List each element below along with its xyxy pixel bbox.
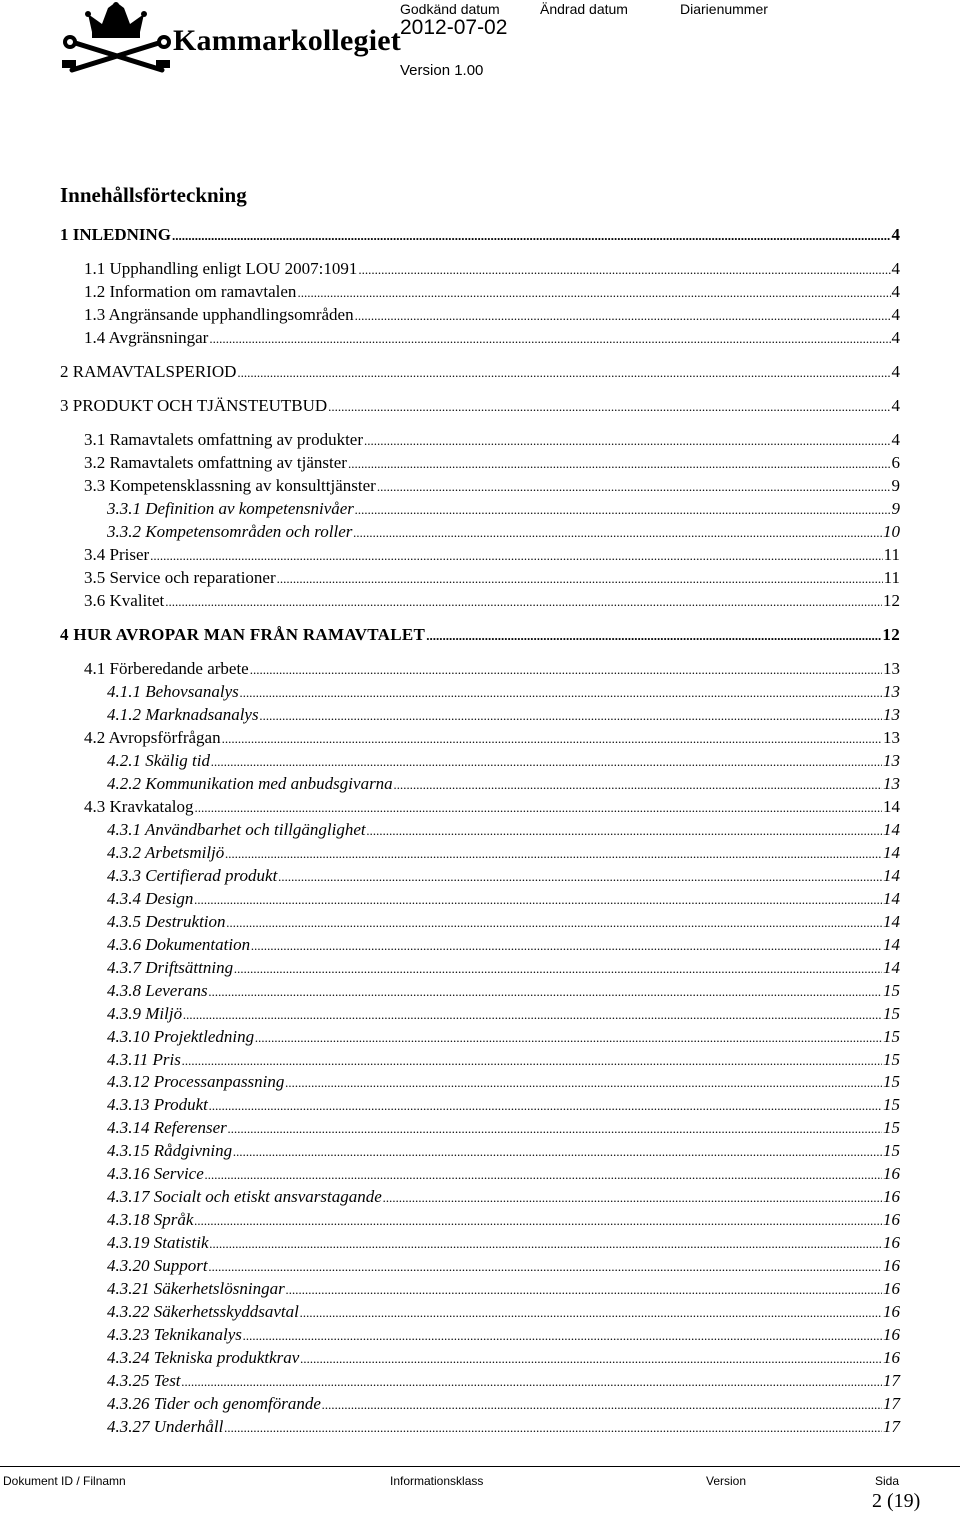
toc-entry[interactable] bbox=[84, 590, 900, 612]
toc-leader-dots bbox=[250, 659, 882, 681]
toc-entry[interactable] bbox=[107, 498, 900, 520]
toc-entry-page: 14 bbox=[883, 842, 900, 862]
toc-entry-page: 13 bbox=[883, 705, 900, 724]
toc-entry[interactable] bbox=[84, 429, 900, 451]
toc-entry-page: 14 bbox=[883, 820, 900, 839]
toc-entry[interactable] bbox=[107, 1117, 900, 1139]
toc-entry-label: 4.3.1 Användbarhet och tillgänglighet bbox=[107, 820, 366, 839]
toc-entry-page: 9 bbox=[891, 476, 900, 495]
toc-entry-page: 12 bbox=[883, 591, 900, 610]
toc-entry-page: 4 bbox=[891, 225, 900, 244]
toc-entry-label: 4.3.25 Test bbox=[107, 1370, 181, 1390]
toc-leader-dots bbox=[211, 751, 882, 773]
toc-entry-label: 1.2 Information om ramavtalen bbox=[84, 282, 297, 301]
toc-leader-dots bbox=[240, 682, 882, 704]
toc-entry-label: 3.3.2 Kompetensområden och roller bbox=[107, 522, 353, 541]
toc-entry-page: 14 bbox=[883, 957, 900, 977]
toc-leader-dots bbox=[182, 1050, 882, 1072]
toc-leader-dots bbox=[355, 305, 891, 327]
toc-entry-label: 4.3 Kravkatalog bbox=[84, 797, 194, 816]
toc-entry[interactable] bbox=[107, 1209, 900, 1231]
toc-entry-page: 15 bbox=[883, 1072, 900, 1092]
toc-entry-label: 4.3.18 Språk bbox=[107, 1210, 194, 1230]
toc-entry[interactable] bbox=[107, 1003, 900, 1025]
toc-leader-dots bbox=[228, 1118, 882, 1140]
toc-entry[interactable] bbox=[107, 704, 900, 726]
toc-entry-label: 4.3.24 Tekniska produktkrav bbox=[107, 1347, 300, 1367]
toc-leader-dots bbox=[377, 476, 891, 498]
toc-entry[interactable] bbox=[84, 567, 900, 589]
kammarkollegiet-logo bbox=[62, 2, 401, 76]
toc-entry-page: 4 bbox=[891, 430, 900, 449]
toc-leader-dots bbox=[426, 625, 881, 647]
toc-entry[interactable] bbox=[60, 395, 900, 417]
toc-entry[interactable] bbox=[107, 1393, 900, 1415]
toc-leader-dots bbox=[353, 522, 882, 544]
toc-entry-label: 4.3.13 Produkt bbox=[107, 1095, 208, 1115]
toc-entry[interactable] bbox=[107, 1324, 900, 1346]
toc-leader-dots bbox=[224, 1417, 882, 1439]
toc-entry-page: 15 bbox=[883, 980, 900, 1000]
toc-leader-dots bbox=[195, 797, 882, 819]
toc-entry-label: 4.3.15 Rådgivning bbox=[107, 1141, 233, 1161]
toc-entry[interactable] bbox=[107, 1026, 900, 1048]
toc-entry-page: 4 bbox=[891, 396, 900, 415]
toc-entry-page: 17 bbox=[883, 1393, 900, 1413]
toc-entry[interactable] bbox=[84, 658, 900, 680]
toc-entry[interactable] bbox=[84, 544, 900, 566]
toc-entry[interactable] bbox=[107, 842, 900, 864]
toc-entry-page: 4 bbox=[891, 328, 900, 347]
toc-entry[interactable] bbox=[107, 1416, 900, 1438]
page-number: 2 (19) bbox=[872, 1490, 921, 1512]
toc-entry-label: 4.3.9 Miljö bbox=[107, 1003, 183, 1023]
toc-leader-dots bbox=[355, 499, 891, 521]
toc-entry-label: 4.3.12 Processanpassning bbox=[107, 1072, 285, 1092]
toc-entry[interactable] bbox=[107, 1255, 900, 1277]
toc-entry-label: 4.2.1 Skälig tid bbox=[107, 751, 210, 770]
toc-entry-label: 4.3.3 Certifierad produkt bbox=[107, 865, 278, 885]
toc-entry-page: 4 bbox=[891, 305, 900, 324]
toc-entry-label: 4.3.14 Referenser bbox=[107, 1118, 227, 1138]
toc-leader-dots bbox=[209, 1095, 882, 1117]
toc-entry-label: 4.1.2 Marknadsanalys bbox=[107, 705, 259, 724]
toc-entry-label: 4.3.26 Tider och genomförande bbox=[107, 1393, 321, 1413]
toc-entry-page: 14 bbox=[883, 888, 900, 908]
toc-leader-dots bbox=[255, 1027, 882, 1049]
toc-entry-label: 4.3.11 Pris bbox=[107, 1049, 181, 1069]
toc-leader-dots bbox=[297, 282, 890, 304]
org-name: Kammarkollegiet bbox=[173, 24, 401, 57]
toc-leader-dots bbox=[165, 591, 882, 613]
toc-entry-label: 3.1 Ramavtalets omfattning av produkter bbox=[84, 430, 364, 449]
toc-entry-label: 4.3.19 Statistik bbox=[107, 1233, 209, 1253]
toc-leader-dots bbox=[233, 1141, 882, 1163]
toc-entry-label: 2 RAMAVTALSPERIOD bbox=[60, 362, 237, 381]
footer-info-class: Informationsklass bbox=[390, 1474, 484, 1488]
footer-version: Version bbox=[706, 1474, 747, 1488]
toc-entry-page: 15 bbox=[883, 1141, 900, 1161]
toc-entry[interactable] bbox=[107, 957, 900, 979]
toc-leader-dots bbox=[277, 568, 883, 590]
toc-entry-page: 13 bbox=[883, 751, 900, 770]
toc-leader-dots bbox=[358, 259, 890, 281]
toc-entry-label: 1.4 Avgränsningar bbox=[84, 328, 209, 347]
toc-entry-page: 13 bbox=[883, 659, 900, 678]
toc-leader-dots bbox=[209, 328, 890, 350]
toc-entry[interactable] bbox=[107, 980, 900, 1002]
toc-entry-label: 1.3 Angränsande upphandlingsområden bbox=[84, 305, 354, 324]
toc-title: Innehållsförteckning bbox=[60, 183, 247, 207]
toc-entry-label: 3 PRODUKT OCH TJÄNSTEUTBUD bbox=[60, 396, 328, 415]
toc-entry[interactable] bbox=[84, 727, 900, 749]
toc-entry-page: 4 bbox=[891, 362, 900, 381]
toc-entry-page: 14 bbox=[883, 797, 900, 816]
toc-entry[interactable] bbox=[84, 327, 900, 349]
toc-entry[interactable] bbox=[107, 773, 900, 795]
toc-entry-page: 16 bbox=[883, 1164, 900, 1184]
toc-entry-page: 4 bbox=[891, 259, 900, 278]
toc-leader-dots bbox=[210, 1233, 882, 1255]
footer-page-label: Sida bbox=[875, 1474, 900, 1488]
toc-entry-label: 4.3.22 Säkerhetsskyddsavtal bbox=[107, 1301, 299, 1321]
toc-leader-dots bbox=[194, 1210, 882, 1232]
toc-entry-page: 11 bbox=[883, 568, 900, 587]
footer-doc-id: Dokument ID / Filnamn bbox=[3, 1474, 126, 1488]
toc-entry-page: 9 bbox=[891, 499, 900, 518]
toc-entry-label: 3.3.1 Definition av kompetensnivåer bbox=[107, 499, 354, 518]
toc-leader-dots bbox=[364, 430, 890, 452]
toc-entry[interactable] bbox=[84, 796, 900, 818]
toc-entry-page: 4 bbox=[891, 282, 900, 301]
toc-leader-dots bbox=[300, 1302, 882, 1324]
toc-entry-label: 3.6 Kvalitet bbox=[84, 591, 165, 610]
toc-entry-label: 4.3.27 Underhåll bbox=[107, 1416, 224, 1436]
toc-entry[interactable] bbox=[107, 888, 900, 910]
toc-entry-label: 4.1.1 Behovsanalys bbox=[107, 682, 239, 701]
toc-entry-page: 17 bbox=[883, 1370, 900, 1390]
toc-leader-dots bbox=[278, 866, 882, 888]
toc-entry-page: 10 bbox=[883, 522, 900, 541]
toc-entry[interactable] bbox=[84, 281, 900, 303]
toc-entry-page: 14 bbox=[883, 865, 900, 885]
toc-entry-page: 12 bbox=[882, 625, 900, 644]
changed-date-label: Ändrad datum bbox=[540, 1, 628, 17]
crown-keys-emblem-icon bbox=[62, 2, 172, 76]
toc-entry-label: 4.3.17 Socialt och etiskt ansvarstagande bbox=[107, 1187, 382, 1207]
toc-entry-page: 14 bbox=[883, 911, 900, 931]
toc-entry-label: 4.2 Avropsförfrågan bbox=[84, 728, 221, 747]
toc-entry-page: 16 bbox=[883, 1347, 900, 1367]
toc-entry-page: 13 bbox=[883, 728, 900, 747]
toc-entry-page: 16 bbox=[883, 1301, 900, 1321]
toc-entry-label: 4 HUR AVROPAR MAN FRÅN RAMAVTALET bbox=[60, 625, 426, 644]
toc-entry-label: 1.1 Upphandling enligt LOU 2007:1091 bbox=[84, 259, 358, 278]
toc-entry-label: 4.3.6 Dokumentation bbox=[107, 934, 251, 954]
toc-entry-label: 4.1 Förberedande arbete bbox=[84, 659, 249, 678]
toc-entry-label: 4.3.23 Teknikanalys bbox=[107, 1324, 242, 1344]
toc-entry[interactable] bbox=[60, 224, 900, 246]
toc-entry-page: 16 bbox=[883, 1210, 900, 1230]
toc-entry-label: 1 INLEDNING bbox=[60, 225, 171, 244]
toc-entry-page: 15 bbox=[883, 1049, 900, 1069]
toc-entry-label: 3.4 Priser bbox=[84, 545, 150, 564]
toc-entry-label: 4.3.21 Säkerhetslösningar bbox=[107, 1279, 285, 1298]
toc-entry[interactable] bbox=[107, 681, 900, 703]
toc-leader-dots bbox=[227, 912, 882, 934]
toc-leader-dots bbox=[172, 225, 891, 247]
toc-entry[interactable] bbox=[107, 1094, 900, 1116]
toc-entry[interactable] bbox=[107, 1278, 900, 1300]
approved-date-value: 2012-07-02 bbox=[400, 16, 508, 39]
toc-entry[interactable] bbox=[107, 1140, 900, 1162]
toc-entry[interactable] bbox=[107, 1163, 900, 1185]
toc-leader-dots bbox=[383, 1187, 882, 1209]
toc-entry[interactable] bbox=[60, 361, 900, 383]
toc-entry-label: 4.3.7 Driftsättning bbox=[107, 957, 234, 977]
toc-entry-page: 16 bbox=[883, 1279, 900, 1298]
toc-leader-dots bbox=[260, 705, 882, 727]
toc-entry[interactable] bbox=[107, 1186, 900, 1208]
toc-entry-label: 3.3 Kompetensklassning av konsulttjänster bbox=[84, 476, 376, 495]
toc-entry-label: 4.3.16 Service bbox=[107, 1164, 204, 1184]
toc-entry[interactable] bbox=[84, 452, 900, 474]
toc-entry[interactable] bbox=[84, 258, 900, 280]
toc-entry-page: 13 bbox=[883, 682, 900, 701]
toc-leader-dots bbox=[194, 889, 882, 911]
toc-leader-dots bbox=[209, 981, 882, 1003]
toc-entry-page: 17 bbox=[883, 1416, 900, 1436]
toc-entry-page: 16 bbox=[883, 1187, 900, 1207]
toc-leader-dots bbox=[394, 774, 882, 796]
toc-leader-dots bbox=[225, 843, 882, 865]
toc-leader-dots bbox=[328, 396, 890, 418]
toc-leader-dots bbox=[251, 935, 882, 957]
toc-entry[interactable] bbox=[107, 1370, 900, 1392]
toc-leader-dots bbox=[183, 1004, 882, 1026]
toc-entry[interactable] bbox=[107, 521, 900, 543]
toc-leader-dots bbox=[205, 1164, 882, 1186]
toc-entry[interactable] bbox=[84, 475, 900, 497]
toc-leader-dots bbox=[237, 362, 890, 384]
toc-entry-page: 11 bbox=[883, 545, 900, 564]
toc-entry[interactable] bbox=[107, 934, 900, 956]
toc-entry-page: 15 bbox=[883, 1026, 900, 1046]
toc-leader-dots bbox=[285, 1072, 882, 1094]
toc-leader-dots bbox=[234, 958, 882, 980]
toc-entry[interactable] bbox=[60, 624, 900, 646]
toc-entry-label: 4.3.5 Destruktion bbox=[107, 911, 226, 931]
toc-entry-page: 14 bbox=[883, 934, 900, 954]
toc-leader-dots bbox=[367, 820, 882, 842]
toc-entry[interactable] bbox=[107, 1232, 900, 1254]
toc-leader-dots bbox=[222, 728, 882, 750]
toc-entry-page: 15 bbox=[883, 1118, 900, 1138]
toc-entry[interactable] bbox=[84, 304, 900, 326]
toc-entry-page: 6 bbox=[891, 453, 900, 472]
toc-entry[interactable] bbox=[107, 1301, 900, 1323]
toc-entry-page: 15 bbox=[883, 1003, 900, 1023]
toc-entry-page: 16 bbox=[883, 1324, 900, 1344]
toc-entry-page: 13 bbox=[883, 774, 900, 793]
toc-entry[interactable] bbox=[107, 911, 900, 933]
toc-leader-dots bbox=[348, 453, 891, 475]
toc-entry-page: 16 bbox=[883, 1233, 900, 1253]
toc-entry-label: 4.3.10 Projektledning bbox=[107, 1026, 255, 1046]
approved-date-label: Godkänd datum bbox=[400, 1, 500, 17]
toc-entry-label: 3.5 Service och reparationer bbox=[84, 568, 276, 587]
toc-entry-page: 16 bbox=[883, 1256, 900, 1276]
toc-entry-label: 3.2 Ramavtalets omfattning av tjänster bbox=[84, 453, 347, 472]
toc-entry-label: 4.2.2 Kommunikation med anbudsgivarna bbox=[107, 774, 393, 793]
toc-entry-label: 4.3.8 Leverans bbox=[107, 980, 208, 1000]
toc-leader-dots bbox=[322, 1394, 882, 1416]
toc-leader-dots bbox=[300, 1348, 882, 1370]
toc-entry[interactable] bbox=[107, 1071, 900, 1093]
registry-number-label: Diarienummer bbox=[680, 1, 768, 17]
toc-entry[interactable] bbox=[107, 865, 900, 887]
toc-entry[interactable] bbox=[107, 819, 900, 841]
toc-entry[interactable] bbox=[107, 1347, 900, 1369]
toc-leader-dots bbox=[286, 1279, 882, 1301]
toc-entry-page: 15 bbox=[883, 1095, 900, 1115]
toc-leader-dots bbox=[150, 545, 882, 567]
toc-entry[interactable] bbox=[107, 750, 900, 772]
toc-entry-label: 4.3.4 Design bbox=[107, 888, 194, 908]
toc-entry[interactable] bbox=[107, 1049, 900, 1071]
toc-entry-label: 4.3.2 Arbetsmiljö bbox=[107, 842, 225, 862]
toc-leader-dots bbox=[182, 1371, 882, 1393]
toc-entry-label: 4.3.20 Support bbox=[107, 1256, 208, 1276]
version-value: Version 1.00 bbox=[400, 62, 484, 79]
footer-divider bbox=[0, 1466, 960, 1467]
toc-leader-dots bbox=[209, 1256, 882, 1278]
toc-leader-dots bbox=[243, 1325, 882, 1347]
